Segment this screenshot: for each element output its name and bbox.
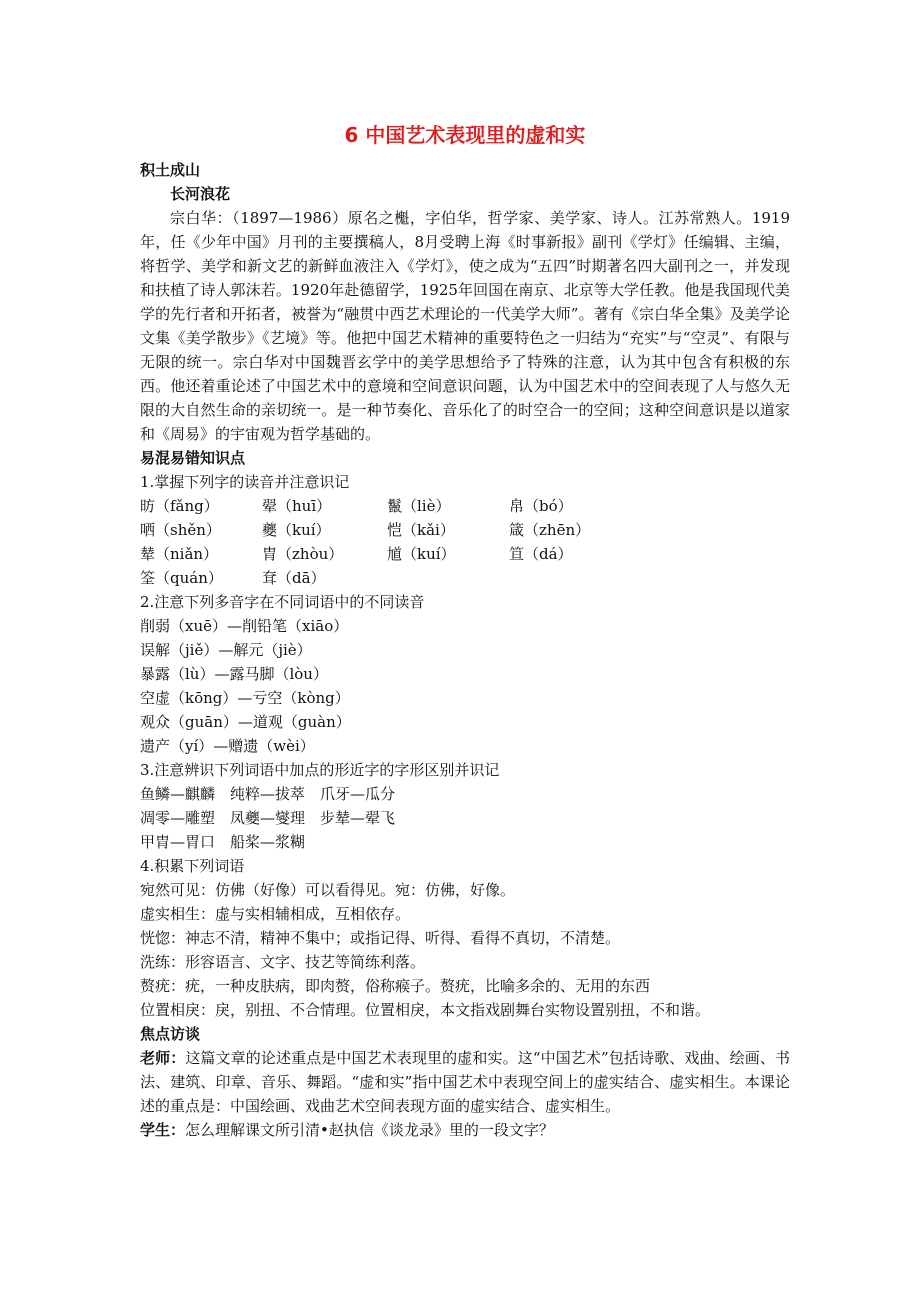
teacher-dialogue <box>140 1046 790 1118</box>
polyphone-line: 观众（guān）—道观（guàn） <box>140 713 351 731</box>
pronunciation-row <box>140 518 790 542</box>
teacher-text: 这篇文章的论述重点是中国艺术表现里的虚和实。这“中国艺术”包括诗歌、戏曲、绘画、书法、建筑、印章、音乐、舞蹈。“虚和实”指中国艺术中表现空间上的虚实结合、虚实相生。本课论述的重点是：中国绘画、戏曲艺术空间表现方面的虚实结合、虚实相生。 <box>140 1049 790 1115</box>
similar-chars-line: 凋零—雕塑 凤夔—燮理 步辇—翚飞 <box>140 809 396 827</box>
section-heading-accumulate: 积土成山 <box>140 161 201 179</box>
pronunciation-cell: 鬣（liè） <box>387 497 451 515</box>
pronunciation-cell: 耷（dā） <box>262 569 326 587</box>
pronunciation-cell: 夔（kuí） <box>262 521 331 539</box>
pronunciation-cell: 胄（zhòu） <box>262 545 344 563</box>
pronunciation-row <box>140 566 790 590</box>
polyphone-line: 暴露（lù）—露马脚（lòu） <box>140 665 328 683</box>
pronunciation-cell: 筌（quán） <box>140 569 223 587</box>
pronunciation-cell: 笪（dá） <box>509 545 573 563</box>
polyphone-line: 遗产（yí）—赠遗（wèi） <box>140 737 315 755</box>
teacher-label: 老师： <box>140 1049 186 1067</box>
student-label: 学生： <box>140 1121 186 1139</box>
document-page <box>140 120 790 1142</box>
pronunciation-cell: 哂（shěn） <box>140 521 221 539</box>
subheading-author-bio: 长河浪花 <box>170 185 231 203</box>
pronunciation-cell: 翚（huī） <box>262 497 332 515</box>
pronunciation-row <box>140 542 790 566</box>
pronunciation-row <box>140 494 790 518</box>
pronunciation-cell: 馗（kuí） <box>387 545 456 563</box>
similar-chars-line: 甲胄—胃口 船桨—浆糊 <box>140 833 306 851</box>
polyphone-line: 削弱（xuē）—削铅笔（xiāo） <box>140 617 349 635</box>
polyphone-line: 空虚（kōng）—亏空（kòng） <box>140 689 350 707</box>
pronunciation-cell: 帛（bó） <box>509 497 573 515</box>
pronunciation-cell: 恺（kǎi） <box>387 521 455 539</box>
vocabulary-line: 洗练：形容语言、文字、技艺等简练利落。 <box>140 953 426 971</box>
vocabulary-line: 虚实相生：虚与实相辅相成，互相依存。 <box>140 905 411 923</box>
item2-title: 2.注意下列多音字在不同词语中的不同读音 <box>140 593 425 611</box>
section-heading-knowledge-points: 易混易错知识点 <box>140 449 246 467</box>
page-title: 6 中国艺术表现里的虚和实 <box>344 123 586 147</box>
student-text: 怎么理解课文所引清•赵执信《谈龙录》里的一段文字？ <box>185 1121 554 1139</box>
vocabulary-line: 恍惚：神志不清，精神不集中；或指记得、听得、看得不真切，不清楚。 <box>140 929 621 947</box>
vocabulary-line: 宛然可见：仿佛（好像）可以看得见。宛：仿佛，好像。 <box>140 881 516 899</box>
pronunciation-cell: 箴（zhēn） <box>509 521 591 539</box>
vocabulary-line: 赘疣：疣，一种皮肤病，即肉赘，俗称瘊子。赘疣，比喻多余的、无用的东西 <box>140 977 651 995</box>
similar-chars-line: 鱼鳞—麒麟 纯粹—拔萃 爪牙—瓜分 <box>140 785 396 803</box>
section-heading-focus-interview: 焦点访谈 <box>140 1025 201 1043</box>
item1-title: 1.掌握下列字的读音并注意识记 <box>140 473 350 491</box>
vocabulary-line: 位置相戾：戾，别扭、不合情理。位置相戾，本文指戏剧舞台实物设置别扭，不和谐。 <box>140 1001 711 1019</box>
item4-title: 4.积累下列词语 <box>140 857 245 875</box>
author-bio-paragraph: 宗白华：（1897—1986）原名之櫆，字伯华，哲学家、美学家、诗人。江苏常熟人。1919年，任《少年中国》月刊的主要撰稿人，8月受聘上海《时事新报》副刊《学灯》任编辑、主编，将哲学、美学和新文艺的新鲜血液注入《学灯》，使之成为“五四”时期著名四大副刊之一，并发现和扶植了诗人郭沫若。1920年赴德留学，1925年回国在南京、北京等大学任教。他是我国现代美学的先行者和开拓者，被誉为“融贯中西艺术理论的一代美学大师”。著有《宗白华全集》及美学论文集《美学散步》《艺境》等。他把中国艺术精神的重要特色之一归结为“充实”与“空灵”、有限与无限的统一。宗白华对中国魏晋玄学中的美学思想给予了特殊的注意，认为其中包含有积极的东西。他还着重论述了中国艺术中的意境和空间意识问题，认为中国艺术中的空间表现了人与悠久无限的大自然生命的亲切统一。是一种节奏化、音乐化了的时空合一的空间；这种空间意识是以道家和《周易》的宇宙观为哲学基础的。 <box>140 209 790 443</box>
polyphone-line: 误解（jiě）—解元（jiè） <box>140 641 312 659</box>
student-dialogue <box>140 1118 790 1142</box>
item3-title: 3.注意辨识下列词语中加点的形近字的字形区别并识记 <box>140 761 500 779</box>
pronunciation-cell: 辇（niǎn） <box>140 545 219 563</box>
pronunciation-cell: 昉（fǎng） <box>140 497 219 515</box>
